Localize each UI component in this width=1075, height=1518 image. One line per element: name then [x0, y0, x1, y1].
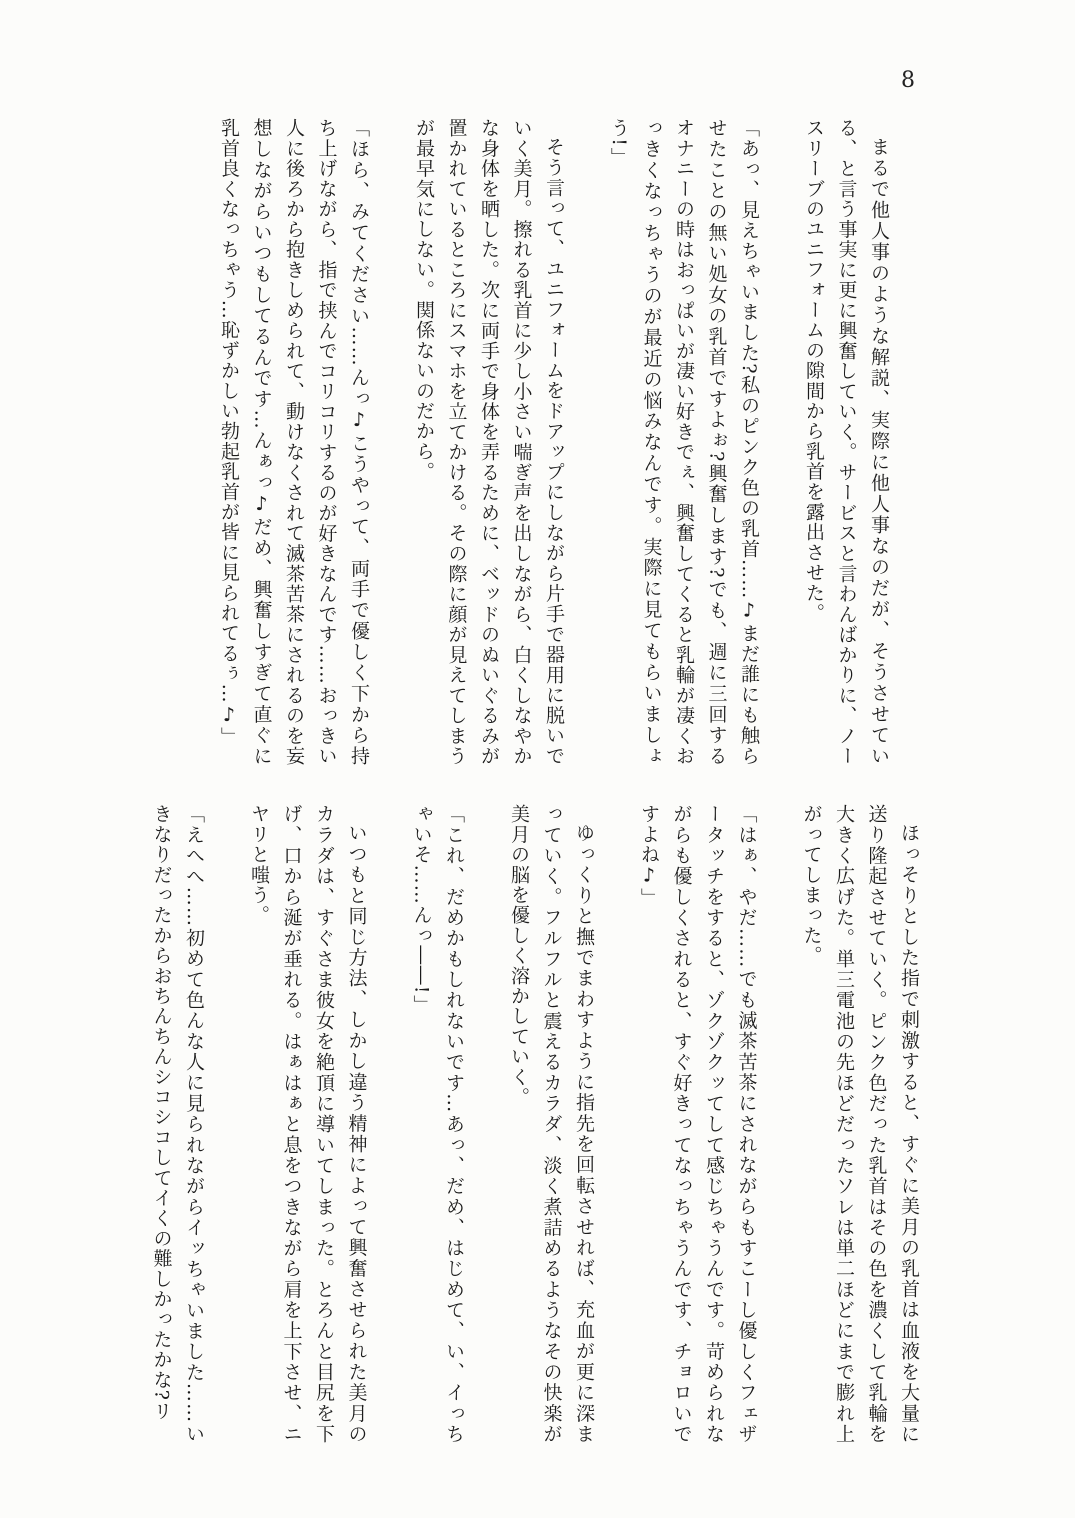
paragraph-narrative: ゆっくりと撫でまわすように指先を回転させれば、充血が更に深まっていく。フルフルと震えるカラダ、淡く煮詰めるようなその快楽が美月の脳を優しく溶かしていく。 [508, 804, 595, 1444]
paragraph-narrative: まるで他人事のような解説、実際に他人事なのだが、そうさせている、と言う事実に更に興奮していく。サービスと言わんばかりに、ノースリーブのユニフォームの隙間から乳首を露出させた。 [803, 118, 890, 766]
paragraph-dialogue: 「あっ、見えちゃいました?私のピンク色の乳首……♪まだ誰にも触らせたことの無い処女の乳首ですよぉ?興奮します?でも、週に三回するオナニーの時はおっぱいが凄い好きでぇ、興奮してくると乳輪が凄くおっきくなっちゃうのが最近の悩みなんです。実際に見てもらいましょう!」 [608, 118, 760, 766]
paragraph-narrative: いつもと同じ方法、しかし違う精神によって興奮させられた美月のカラダは、すぐさま彼女を絶頂に導いてしまった。とろんと目尻を下げ、口から涎が垂れる。はぁはぁと息をつきながら肩を上下させ、ニヤリと嗤う。 [248, 804, 368, 1444]
paragraph-dialogue: 「これ、だめかもしれないです…あっ、だめ、はじめて、い、イっちゃいそ……んっ――!」 [410, 804, 465, 1444]
text-block-top [213, 118, 896, 766]
paragraph-narrative: そう言って、ユニフォームをドアップにしながら片手で器用に脱いでいく美月。擦れる乳首に少し小さい喘ぎ声を出しながら、白くしなやかな身体を晒した。次に両手で身体を弄るために、ベッドのぬいぐるみが置かれているところにスマホを立てかける。その際に顔が見えてしまうが最早気にしない。関係ないのだから。 [413, 118, 565, 766]
text-block-bottom [145, 804, 925, 1444]
paragraph-dialogue: 「はぁ、やだ……でも滅茶苦茶にされながらもすこーし優しくフェザータッチをすると、ゾクゾクッてして感じちゃうんです。苛められながらも優しくされると、すぐ好きってなっちゃうんです、チョロいですよね♪」 [638, 804, 758, 1444]
paragraph-narrative: ほっそりとした指で刺激すると、すぐに美月の乳首は血液を大量に送り隆起させていく。ピンク色だった乳首はその色を濃くして乳輪を大きく広げた。単三電池の先ほどだったソレは単二ほどにまで膨れ上がってしまった。 [800, 804, 920, 1444]
page-number: 8 [901, 68, 915, 93]
paragraph-dialogue: 「えへへ……初めて色んな人に見られながらイッちゃいました……いきなりだったからおちんちんシコシコしてイくの難しかったかな?リ [150, 804, 205, 1444]
paragraph-dialogue: 「ほら、みてください……んっ♪こうやって、両手で優しく下から持ち上げながら、指で挟んでコリコリするのが好きなんです……おっきい人に後ろから抱きしめられて、動けなくされて滅茶苦茶にされるのを妄想しながらいつもしてるんです…んぁっ♪だめ、興奮しすぎて直ぐに乳首良くなっちゃう…恥ずかしい勃起乳首が皆に見られてるぅ…♪」 [218, 118, 370, 766]
